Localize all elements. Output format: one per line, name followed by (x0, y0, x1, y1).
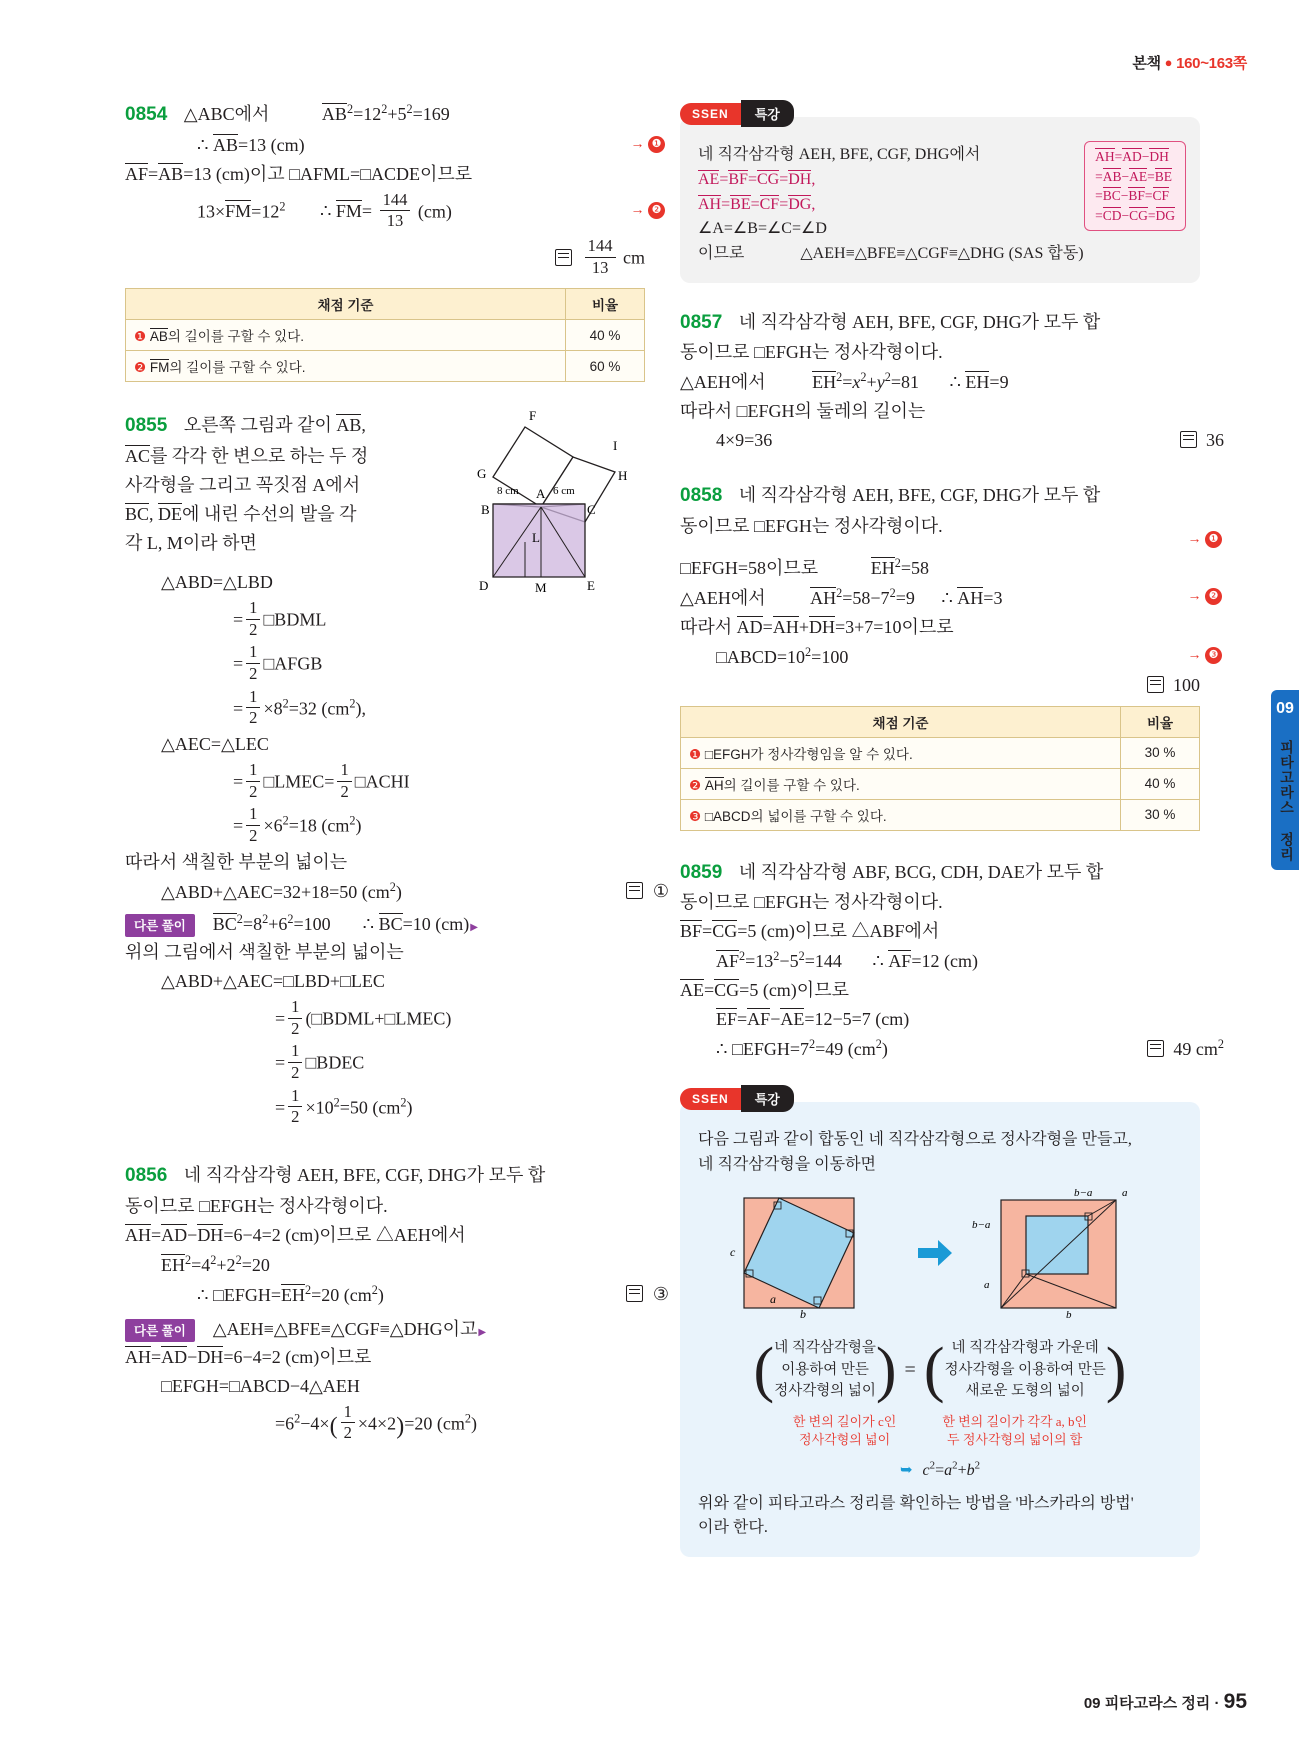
footer-dot: · (1214, 1695, 1220, 1712)
question-number-0857: 0857 (680, 311, 723, 333)
arrow-right-icon (918, 1238, 952, 1268)
ssen-header (680, 100, 1200, 127)
ssen-badge-label: 특강 (741, 100, 794, 127)
q0856-line5: ∴ $□EFGH=EH^2=20$ $(cm^2)$ ③ (197, 1282, 669, 1305)
q0854-line2: ∴ AB=13 (cm) → ❶ (125, 132, 645, 159)
solution-0855 (125, 408, 669, 1128)
q0855-a5: = $\frac{1}{2}$ □BDEC (275, 1041, 365, 1082)
answer-icon (1180, 431, 1197, 448)
svg-text:8 cm: 8 cm (497, 485, 519, 498)
q0854-fraction: $\frac{144}{13}$ (380, 190, 411, 232)
q0855-e5: △AEC=△LEC (161, 734, 269, 755)
question-number-0855: 0855 (125, 415, 168, 437)
q0859-line3: BF=CG=5 (cm)이므로 △ABF에서 (680, 921, 940, 942)
q0855-e6: = $\frac{1}{2}$ □LMEC= $\frac{1}{2}$ □ACHI (233, 760, 410, 801)
figure-bhaskara-left (704, 1188, 904, 1318)
svg-text:b−a: b−a (972, 1219, 991, 1232)
svg-text:G: G (477, 466, 487, 482)
q0854-line1b: $AB^2=12^2+5^2=169$ (321, 102, 450, 124)
q0855-a6: = $\frac{1}{2}$ $\times 10^2=50$ $(cm^2)$ (275, 1085, 413, 1127)
svg-text:a: a (984, 1279, 990, 1292)
right-column (680, 100, 1224, 1557)
question-number-0856: 0856 (125, 1165, 168, 1187)
q0854-line1: △ABC에서 (183, 104, 270, 124)
q0856-line2: 동이므로 □EFGH는 정사각형이다. (125, 1195, 388, 1216)
ratio-cell: 30 % (1121, 737, 1200, 768)
q0855-line4: BC, DE에 내린 수선의 발을 각 (125, 503, 357, 524)
svg-text:a: a (1122, 1188, 1128, 1200)
answer-icon (1147, 1040, 1164, 1057)
alt-solution-badge: 다른 풀이 (125, 914, 195, 937)
q0857-line4: 따라서 □EFGH의 둘레의 길이는 (680, 401, 926, 422)
q0854-line4: $13\times FM=12^2$ ∴ FM= $\frac{144}{13}$ (cm) → ❷ (125, 190, 645, 232)
ratio-cell: 60 % (566, 351, 645, 382)
svg-text:D: D (479, 578, 489, 594)
marker-arrow-1: → ❶ (631, 134, 666, 155)
svg-text:L: L (532, 530, 540, 546)
q0859-line1: 0859 네 직각삼각형 ABF, BCG, CDH, DAE가 모두 합 (680, 861, 1104, 883)
svg-text:E: E (587, 578, 595, 594)
ratio-cell: 40 % (1121, 768, 1200, 799)
header-pages: 160~163쪽 (1176, 55, 1247, 72)
q0855-line2: AC를 각각 한 변으로 하는 두 정 (125, 445, 369, 466)
q0856-line4: $EH^2=4^2+2^2=20$ (161, 1252, 270, 1275)
table-row (681, 737, 1200, 768)
criteria-cell: ❶ AB의 길이를 구할 수 있다. (126, 320, 566, 351)
q0855-e2: = $\frac{1}{2}$ □BDML (233, 597, 327, 639)
solution-0854 (125, 100, 662, 382)
marker-arrow-2: → ❷ (1188, 586, 1223, 607)
footer-chapter: 09 피타고라스 정리 (1083, 1695, 1211, 1712)
svg-text:I: I (613, 438, 618, 454)
q0855-a3: △ABD+△AEC=□LBD+□LEC (161, 970, 385, 991)
solution-0859 (680, 859, 1224, 1064)
q0855-t6: 따라서 색칠한 부분의 넓이는 (125, 851, 348, 872)
ssen2-l1: 다음 그림과 같이 합동인 네 직각삼각형으로 정사각형을 만들고, (698, 1131, 1132, 1149)
svg-text:A: A (536, 486, 546, 502)
ssen2-tail2: 이라 한다. (698, 1519, 768, 1537)
ssen2-figures (698, 1188, 1182, 1318)
q0859-line5: AE=CG=5 (cm)이므로 (680, 980, 849, 1001)
svg-text:b: b (800, 1307, 806, 1319)
marker-arrow-2: → ❷ (631, 200, 666, 221)
q0855-e1: △ABD=△LBD (161, 571, 273, 592)
scoring-table-0858 (680, 706, 1200, 831)
ssen-badge: SSEN (680, 103, 741, 125)
table-row (681, 768, 1200, 799)
pin-icon: ● (1164, 55, 1173, 70)
q0855-e7: = $\frac{1}{2}$ $\times 6^2=18$ $(cm^2)$ (233, 804, 362, 846)
question-number-0859: 0859 (680, 861, 723, 883)
svg-text:M: M (535, 580, 547, 596)
page-footer (1084, 1690, 1247, 1714)
solution-0856 (125, 1162, 669, 1444)
q0858-line2: 동이므로 □EFGH는 정사각형이다. → ❶ (680, 513, 1200, 540)
q0857-line1: 0857 네 직각삼각형 AEH, BFE, CGF, DHG가 모두 합 (680, 311, 1101, 333)
question-number-0854: 0854 (125, 104, 168, 125)
ssen-box-1 (680, 100, 1200, 283)
chapter-number: 09 (1276, 700, 1294, 717)
bubble-left: ( 네 직각삼각형을 이용하여 만든 정사각형의 넓이 ) (753, 1336, 897, 1405)
q0855-e3: = $\frac{1}{2}$ □AFGB (233, 642, 323, 683)
header-label: 본책 (1132, 55, 1161, 72)
bubble-right: ( 네 직각삼각형과 가운데 정사각형을 이용하여 만든 새로운 도형의 넓이 ) (923, 1336, 1127, 1405)
ssen1-l2: AE=BF=CG=DH, (698, 170, 816, 188)
q0856-line3: AH=AD−DH=6−4=2 (cm)이므로 △AEH에서 (125, 1224, 466, 1245)
scoring-head-criteria: 채점 기준 (126, 289, 566, 320)
ssen2-red-notes (698, 1413, 1182, 1449)
q0858-line3: □EFGH=58이므로 $EH^2=58$ (680, 555, 929, 578)
ssen2-tail1: 위와 같이 피타고라스 정리를 확인하는 방법을 '바스카라의 방법' (698, 1494, 1134, 1512)
svg-text:6 cm: 6 cm (553, 485, 575, 498)
ssen-body (680, 117, 1200, 283)
question-number-0858: 0858 (680, 485, 723, 507)
q0858-line5: 따라서 AD=AH+DH=3+7=10이므로 (680, 616, 954, 637)
svg-text:a: a (770, 1292, 776, 1307)
arrow-circle-icon: ➥ (899, 1462, 913, 1479)
q0856-line1: 0856 네 직각삼각형 AEH, BFE, CGF, DHG가 모두 합 (125, 1165, 546, 1187)
criteria-cell: ❸ □ABCD의 넓이를 구할 수 있다. (681, 799, 1121, 830)
svg-text:H: H (618, 468, 628, 484)
ssen-badge-label: 특강 (741, 1085, 794, 1112)
red-note-right: 한 변의 길이가 각각 a, b인 두 정사각형의 넓이의 합 (942, 1414, 1088, 1448)
q0858-line1: 0858 네 직각삼각형 AEH, BFE, CGF, DHG가 모두 합 (680, 485, 1101, 507)
criteria-cell: ❷ FM의 길이를 구할 수 있다. (126, 351, 566, 382)
ssen-header (680, 1085, 1200, 1112)
ssen-box-2 (680, 1085, 1200, 1557)
marker-arrow-3: → ❸ (1188, 645, 1223, 666)
alt-solution-badge: 다른 풀이 (125, 1319, 195, 1342)
answer-icon (1147, 676, 1164, 693)
q0857-line5: 4×9=36 36 (716, 430, 1224, 451)
alt-solution-0856: 다른 풀이 △AEH≡△BFE≡△CGF≡△DHG이고 ▶ (125, 1315, 645, 1342)
ssen1-l4: ∠A=∠B=∠C=∠D (698, 220, 827, 238)
q0855-line1: 0855 오른쪽 그림과 같이 AB, (125, 415, 366, 437)
q0857-line3: △AEH에서 $EH^2=x^2+y^2=81$ ∴ EH=9 (680, 370, 1009, 393)
left-column (125, 100, 669, 1446)
q0855-a2: 위의 그림에서 색칠한 부분의 넓이는 (125, 941, 404, 962)
ssen-body (680, 1102, 1200, 1557)
ssen-badge: SSEN (680, 1088, 741, 1110)
chapter-side-label: 피타고라스 정리 (1279, 740, 1295, 862)
q0855-e4: = $\frac{1}{2}$ $\times 8^2=32$ $(cm^2)$, (233, 686, 366, 728)
scoring-table-0854 (125, 288, 645, 382)
ssen2-bubbles (698, 1324, 1182, 1417)
alt-solution-0855: 다른 풀이 $BC^2=8^2+6^2=100$ ∴ BC=10 (cm) ▶ (125, 912, 645, 937)
q0858-line6: $□ABCD=10^2=100$ → ❸ (680, 643, 1200, 671)
ssen1-l3: AH=BE=CF=DG, (698, 195, 816, 213)
q0857-line2: 동이므로 □EFGH는 정사각형이다. (680, 342, 943, 363)
answer-icon (626, 1285, 643, 1302)
ssen2-result: ➥ $c^2=a^2+b^2$ (899, 1459, 981, 1479)
solution-0857 (680, 309, 1224, 455)
q0858-answer: 100 (680, 675, 1200, 696)
q0855-a4: = $\frac{1}{2}$ (□BDML+□LMEC) (275, 996, 452, 1038)
criteria-cell: ❷ AH의 길이를 구할 수 있다. (681, 768, 1121, 799)
scoring-head-ratio: 비율 (566, 289, 645, 320)
equals-sign: = (904, 1359, 916, 1382)
q0859-line4: $AF^2=13^2-5^2=144$ ∴ AF=12 (cm) (716, 949, 978, 972)
ssen1-sidenote: AH=AD−DH =AB−AE=BE =BC−BF=CF =CD−CG=DG (1084, 141, 1186, 231)
footer-page-number: 95 (1223, 1690, 1247, 1713)
q0854-answer: $\frac{144}{13}$ cm (125, 236, 645, 278)
q0856-a4: $=6^2-4\times$( $\frac{1}{2}$ ×4×2)=20 $(cm^2)$ (275, 1401, 477, 1443)
ratio-cell: 40 % (566, 320, 645, 351)
answer-icon (626, 882, 643, 899)
table-row (126, 351, 645, 382)
ssen1-l5: 이므로 △AEH≡△BFE≡△CGF≡△DHG (SAS 합동) (698, 245, 1084, 263)
q0854-line3: AF=AB=13 (cm)이고 □AFML=□ACDE이므로 (125, 163, 473, 184)
q0855-line5: 각 L, M이라 하면 (125, 532, 257, 553)
q0859-line2: 동이므로 □EFGH는 정사각형이다. (680, 892, 943, 913)
solution-0858 (680, 482, 1219, 831)
svg-text:b: b (1066, 1309, 1072, 1319)
marker-arrow-1: → ❶ (1188, 529, 1223, 550)
red-note-left: 한 변의 길이가 c인 정사각형의 넓이 (792, 1414, 897, 1448)
svg-text:B: B (481, 502, 490, 518)
ssen1-l1: 네 직각삼각형 AEH, BFE, CGF, DHG에서 (698, 146, 981, 163)
table-row (126, 320, 645, 351)
q0856-a2: AH=AD−DH=6−4=2 (cm)이므로 (125, 1346, 372, 1367)
scoring-head-ratio: 비율 (1121, 706, 1200, 737)
svg-text:b−a: b−a (1074, 1188, 1093, 1200)
figure-bhaskara-right (966, 1188, 1176, 1318)
q0858-line4: △AEH에서 $AH^2=58-7^2=9$ ∴ AH=3 → ❷ (680, 584, 1200, 612)
q0859-line7: ∴ $□EFGH=7^2=49$ $(cm^2)$ 49 $cm^2$ (716, 1037, 1224, 1060)
answer-icon (555, 249, 572, 266)
svg-text:C: C (587, 502, 596, 518)
page-header (1132, 52, 1247, 73)
q0856-a3: □EFGH=□ABCD−4△AEH (161, 1375, 360, 1396)
criteria-cell: ❶ □EFGH가 정사각형임을 알 수 있다. (681, 737, 1121, 768)
ssen2-l2: 네 직각삼각형을 이동하면 (698, 1156, 877, 1174)
svg-text:F: F (529, 408, 537, 424)
q0855-e8: △ABD+△AEC=32+18=50 $(cm^2)$ ① (161, 879, 669, 902)
table-row (681, 799, 1200, 830)
q0855-line3: 사각형을 그리고 꼭짓점 A에서 (125, 474, 361, 495)
svg-text:c: c (730, 1245, 736, 1260)
ratio-cell: 30 % (1121, 799, 1200, 830)
q0859-line6: EF=AF−AE=12−5=7 (cm) (716, 1009, 910, 1030)
scoring-head-criteria: 채점 기준 (681, 706, 1121, 737)
